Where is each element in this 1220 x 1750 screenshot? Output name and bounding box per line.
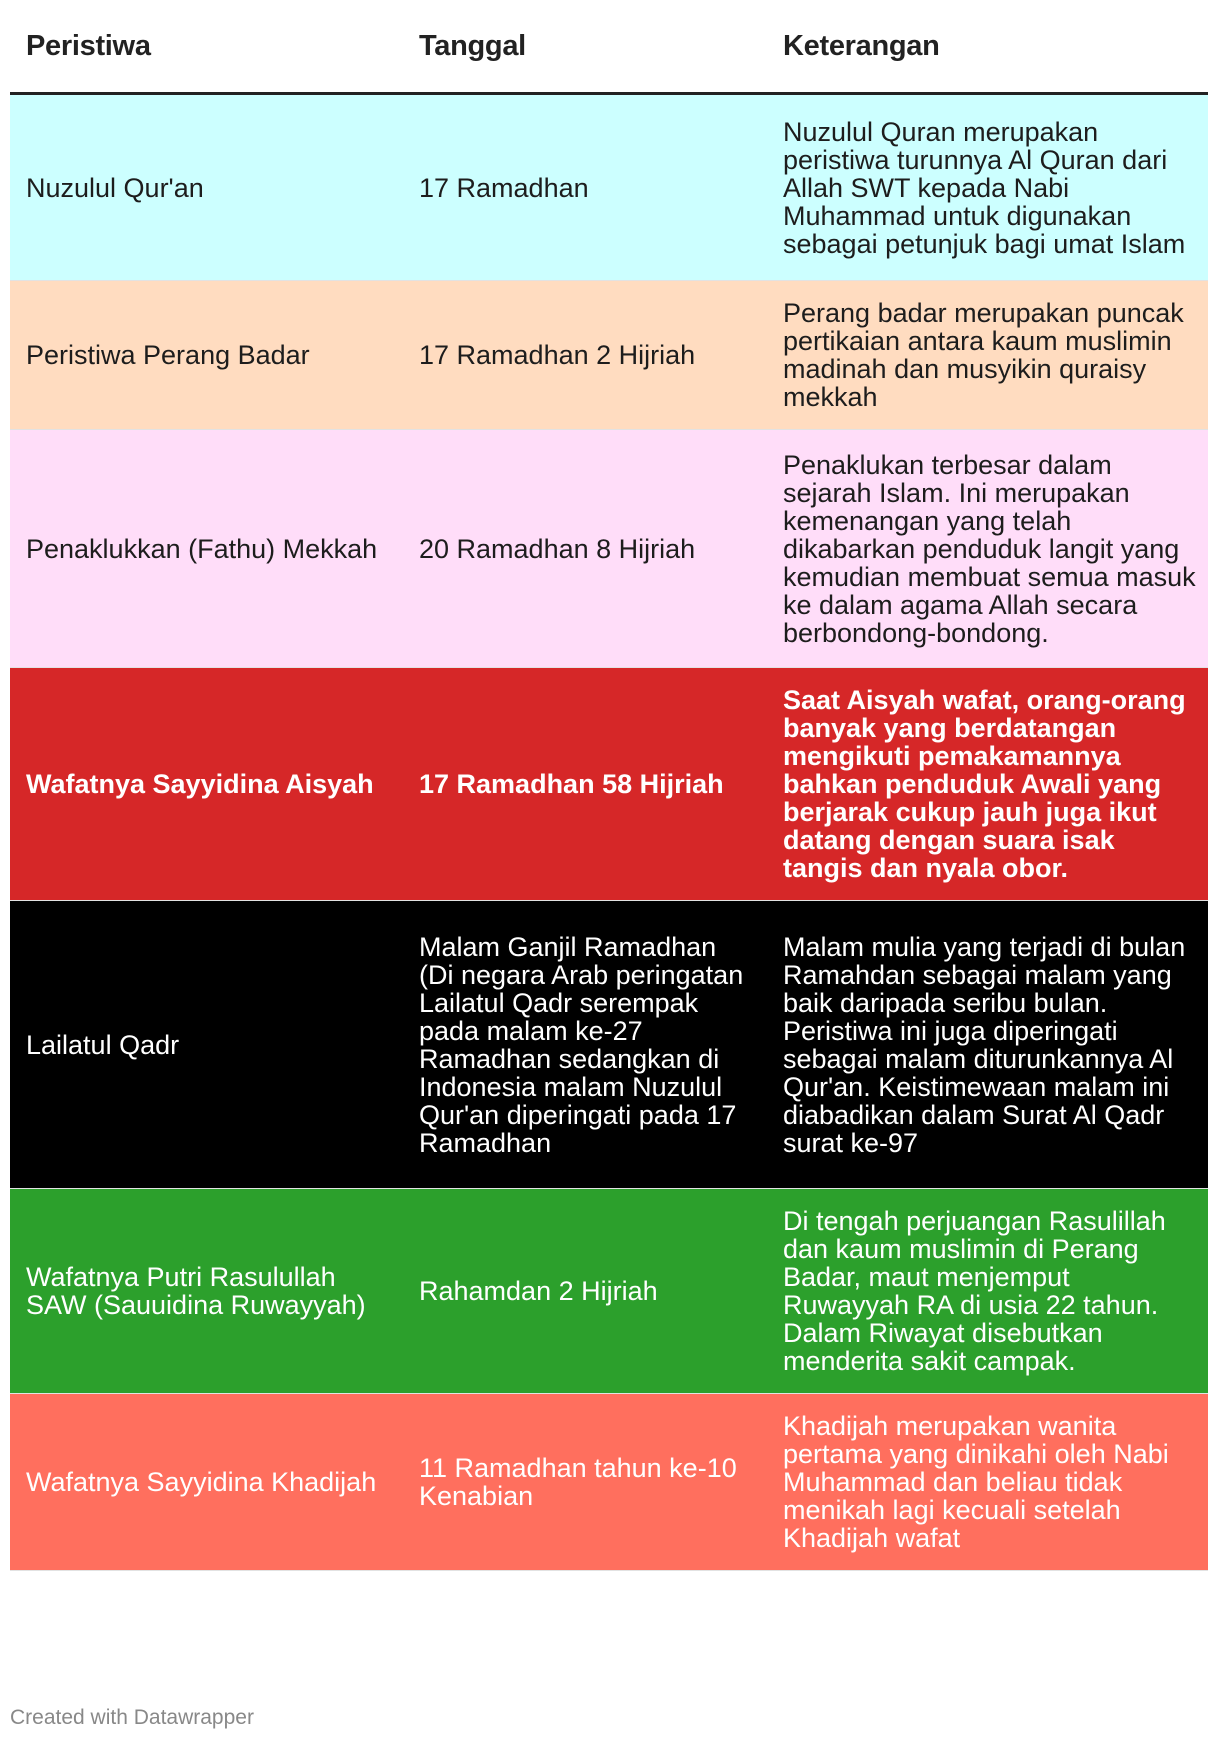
datawrapper-credit[interactable]: Created with Datawrapper bbox=[10, 1706, 254, 1729]
cell-tanggal: 17 Ramadhan bbox=[403, 94, 767, 281]
cell-keterangan: Malam mulia yang terjadi di bulan Ramahdan sebagai malam yang baik daripada seribu bulan. Peristiwa ini juga diperingati sebagai malam diturunkannya Al Qur'an. Keistimewaan malam ini diabadikan dalam Surat Al Qadr surat ke-97 bbox=[767, 901, 1208, 1189]
cell-peristiwa: Lailatul Qadr bbox=[10, 901, 403, 1189]
cell-tanggal: 11 Ramadhan tahun ke-10 Kenabian bbox=[403, 1394, 767, 1571]
cell-peristiwa: Peristiwa Perang Badar bbox=[10, 281, 403, 430]
events-table-container bbox=[10, 0, 1208, 1571]
table-row bbox=[10, 1189, 1208, 1394]
cell-peristiwa: Wafatnya Putri Rasulullah SAW (Sauuidina Ruwayyah) bbox=[10, 1189, 403, 1394]
cell-peristiwa: Wafatnya Sayyidina Aisyah bbox=[10, 668, 403, 901]
cell-keterangan: Penaklukan terbesar dalam sejarah Islam. Ini merupakan kemenangan yang telah dikabarkan penduduk langit yang kemudian membuat semua masuk ke dalam agama Allah secara berbondong-bondong. bbox=[767, 430, 1208, 668]
events-table bbox=[10, 0, 1208, 1571]
table-row bbox=[10, 281, 1208, 430]
table-body bbox=[10, 94, 1208, 1571]
table-row bbox=[10, 94, 1208, 281]
column-header-tanggal[interactable]: Tanggal bbox=[403, 0, 767, 94]
cell-keterangan: Nuzulul Quran merupakan peristiwa turunnya Al Quran dari Allah SWT kepada Nabi Muhammad untuk digunakan sebagai petunjuk bagi umat Islam bbox=[767, 94, 1208, 281]
cell-tanggal: Rahamdan 2 Hijriah bbox=[403, 1189, 767, 1394]
cell-peristiwa: Wafatnya Sayyidina Khadijah bbox=[10, 1394, 403, 1571]
table-row bbox=[10, 668, 1208, 901]
cell-tanggal: 17 Ramadhan 58 Hijriah bbox=[403, 668, 767, 901]
table-row bbox=[10, 1394, 1208, 1571]
column-header-peristiwa[interactable]: Peristiwa bbox=[10, 0, 403, 94]
cell-tanggal: 17 Ramadhan 2 Hijriah bbox=[403, 281, 767, 430]
table-row bbox=[10, 430, 1208, 668]
cell-keterangan: Di tengah perjuangan Rasulillah dan kaum muslimin di Perang Badar, maut menjemput Ruwayyah RA di usia 22 tahun. Dalam Riwayat disebutkan menderita sakit campak. bbox=[767, 1189, 1208, 1394]
column-header-keterangan[interactable]: Keterangan bbox=[767, 0, 1208, 94]
header-row bbox=[10, 0, 1208, 94]
cell-peristiwa: Penaklukkan (Fathu) Mekkah bbox=[10, 430, 403, 668]
cell-peristiwa: Nuzulul Qur'an bbox=[10, 94, 403, 281]
cell-tanggal: 20 Ramadhan 8 Hijriah bbox=[403, 430, 767, 668]
cell-tanggal: Malam Ganjil Ramadhan (Di negara Arab peringatan Lailatul Qadr serempak pada malam ke-27 Ramadhan sedangkan di Indonesia malam Nuzulul Qur'an diperingati pada 17 Ramadhan bbox=[403, 901, 767, 1189]
cell-keterangan: Saat Aisyah wafat, orang-orang banyak yang berdatangan mengikuti pemakamannya bahkan penduduk Awali yang berjarak cukup jauh juga ikut datang dengan suara isak tangis dan nyala obor. bbox=[767, 668, 1208, 901]
table-row bbox=[10, 901, 1208, 1189]
cell-keterangan: Khadijah merupakan wanita pertama yang dinikahi oleh Nabi Muhammad dan beliau tidak menikah lagi kecuali setelah Khadijah wafat bbox=[767, 1394, 1208, 1571]
cell-keterangan: Perang badar merupakan puncak pertikaian antara kaum muslimin madinah dan musyikin quraisy mekkah bbox=[767, 281, 1208, 430]
